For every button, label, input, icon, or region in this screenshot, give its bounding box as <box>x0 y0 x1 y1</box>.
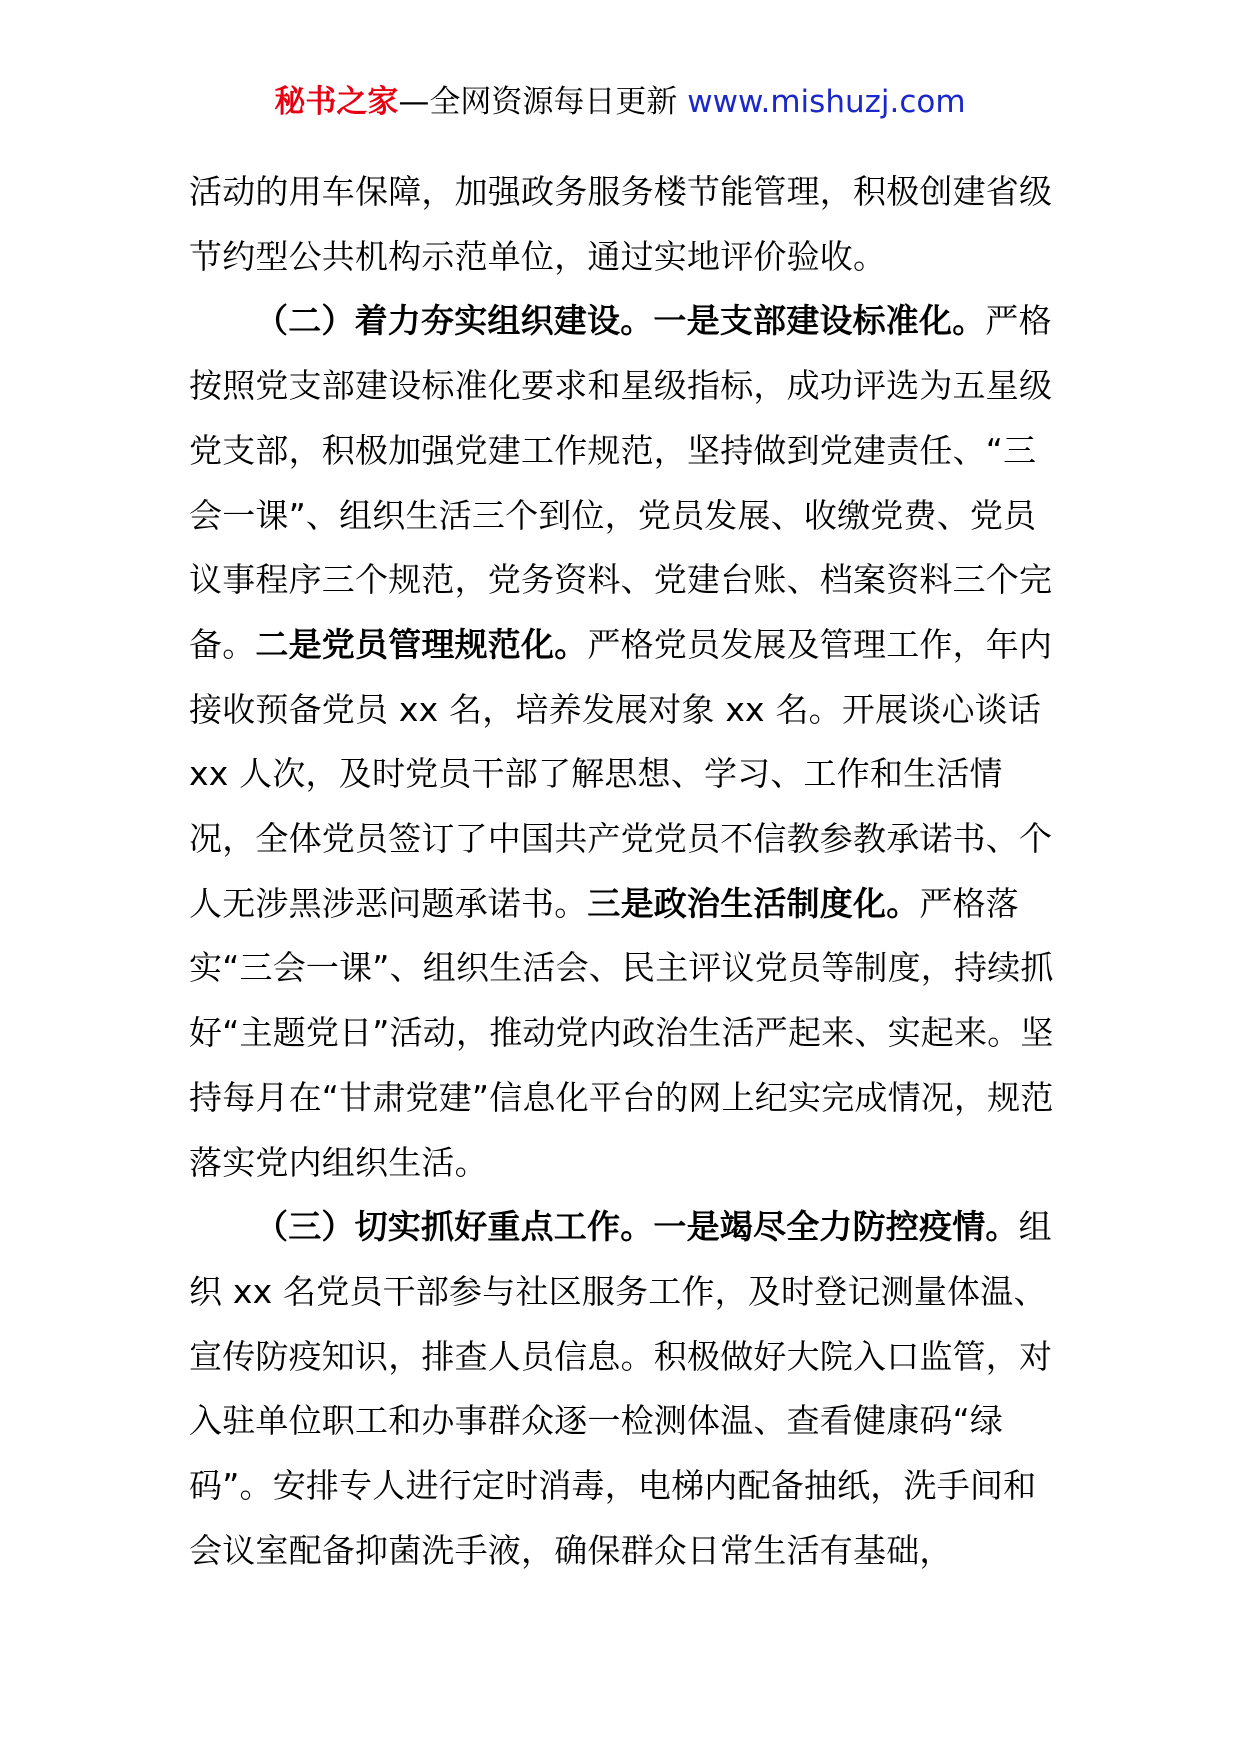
text-run: 严格落实“三会一课”、组织生活会、民主评议党员等制度，持续抓好“主题党日”活动，推动党内政治生活严起来、实起来。坚持每月在“甘肃党建”信息化平台的网上纪实完成情况，规范落实党内组织生活。 <box>189 883 1054 1182</box>
section-heading: （二）着力夯实组织建设。一是支部建设标准化。 <box>255 301 986 341</box>
header-tagline: —全网资源每日更新 <box>398 84 678 120</box>
paragraph-key-work <box>189 1195 1069 1583</box>
site-url: www.mishuzj.com <box>687 84 966 120</box>
text-run: 组织 xx 名党员干部参与社区服务工作，及时登记测量体温、宣传防疫知识，排查人员信息。积极做好大院入口监管，对入驻单位职工和办事群众逐一检测体温、查看健康码“绿码”。安排专人进行定时消毒，电梯内配备抽纸，洗手间和会议室配备抑菌洗手液，确保群众日常生活有基础， <box>189 1207 1053 1570</box>
subheading: 二是党员管理规范化。 <box>255 624 588 664</box>
text-run: 严格按照党支部建设标准化要求和星级指标，成功评选为五星级党支部，积极加强党建工作规范，坚持做到党建责任、“三会一课”、组织生活三个到位，党员发展、收缴党费、党员议事程序三个规范，党务资料、党建台账、档案资料三个完备。 <box>189 301 1053 664</box>
site-header <box>0 82 1240 122</box>
section-heading: （三）切实抓好重点工作。一是竭尽全力防控疫情。 <box>255 1207 1019 1247</box>
brand-name: 秘书之家 <box>274 84 399 120</box>
text-run: 活动的用车保障，加强政务服务楼节能管理，积极创建省级节约型公共机构示范单位，通过实地评价验收。 <box>189 172 1053 276</box>
text-run: 严格党员发展及管理工作，年内接收预备党员 xx 名，培养发展对象 xx 名。开展谈心谈话 xx 人次，及时党员干部了解思想、学习、工作和生活情况，全体党员签订了中国共产党党员不信教参教承诺书、个人无涉黑涉恶问题承诺书。 <box>189 624 1053 923</box>
paragraph-continuation <box>189 160 1069 289</box>
document-body <box>189 160 1069 1583</box>
subheading: 三是政治生活制度化。 <box>587 883 920 923</box>
paragraph-organization <box>189 289 1069 1195</box>
